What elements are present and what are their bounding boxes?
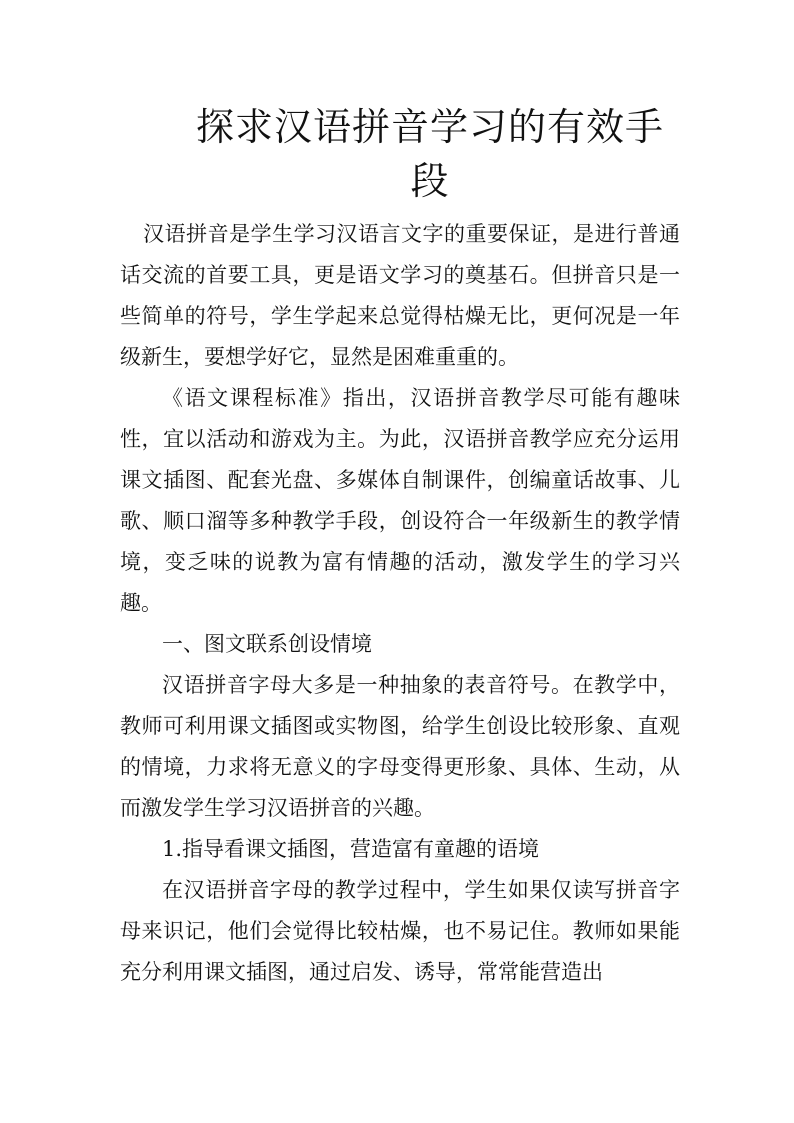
document-title: 探求汉语拼音学习的有效手段 <box>195 105 664 203</box>
paragraph-curriculum-standard: 《语文课程标准》指出，汉语拼音教学尽可能有趣味性，宜以活动和游戏为主。为此，汉语拼音教学应充分运用课文插图、配套光盘、多媒体自制课件，创编童话故事、儿歌、顺口溜等多种教学手段，创设符合一年级新生的教学情境，变乏味的说教为富有情趣的活动，激发学生的学习兴趣。 <box>120 386 680 615</box>
paragraph-section-1: 汉语拼音字母大多是一种抽象的表音符号。在教学中，教师可利用课文插图或实物图，给学生创设比较形象、直观的情境，力求将无意义的字母变得更形象、具体、生动，从而激发学生学习汉语拼音的兴趣。 <box>120 673 680 820</box>
document-body <box>120 214 680 993</box>
paragraph-intro: 汉语拼音是学生学习汉语言文字的重要保证，是进行普通话交流的首要工具，更是语文学习的奠基石。但拼音只是一些简单的符号，学生学起来总觉得枯燥无比，更何况是一年级新生，要想学好它，显然是困难重重的。 <box>120 222 680 369</box>
section-heading-1: 一、图文联系创设情境 <box>162 632 372 656</box>
subsection-heading-1: 1.指导看课文插图，营造富有童趣的语境 <box>162 837 540 861</box>
paragraph-subsection-1: 在汉语拼音字母的教学过程中，学生如果仅读写拼音字母来识记，他们会觉得比较枯燥，也不易记住。教师如果能充分利用课文插图，通过启发、诱导，常常能营造出 <box>120 878 680 984</box>
